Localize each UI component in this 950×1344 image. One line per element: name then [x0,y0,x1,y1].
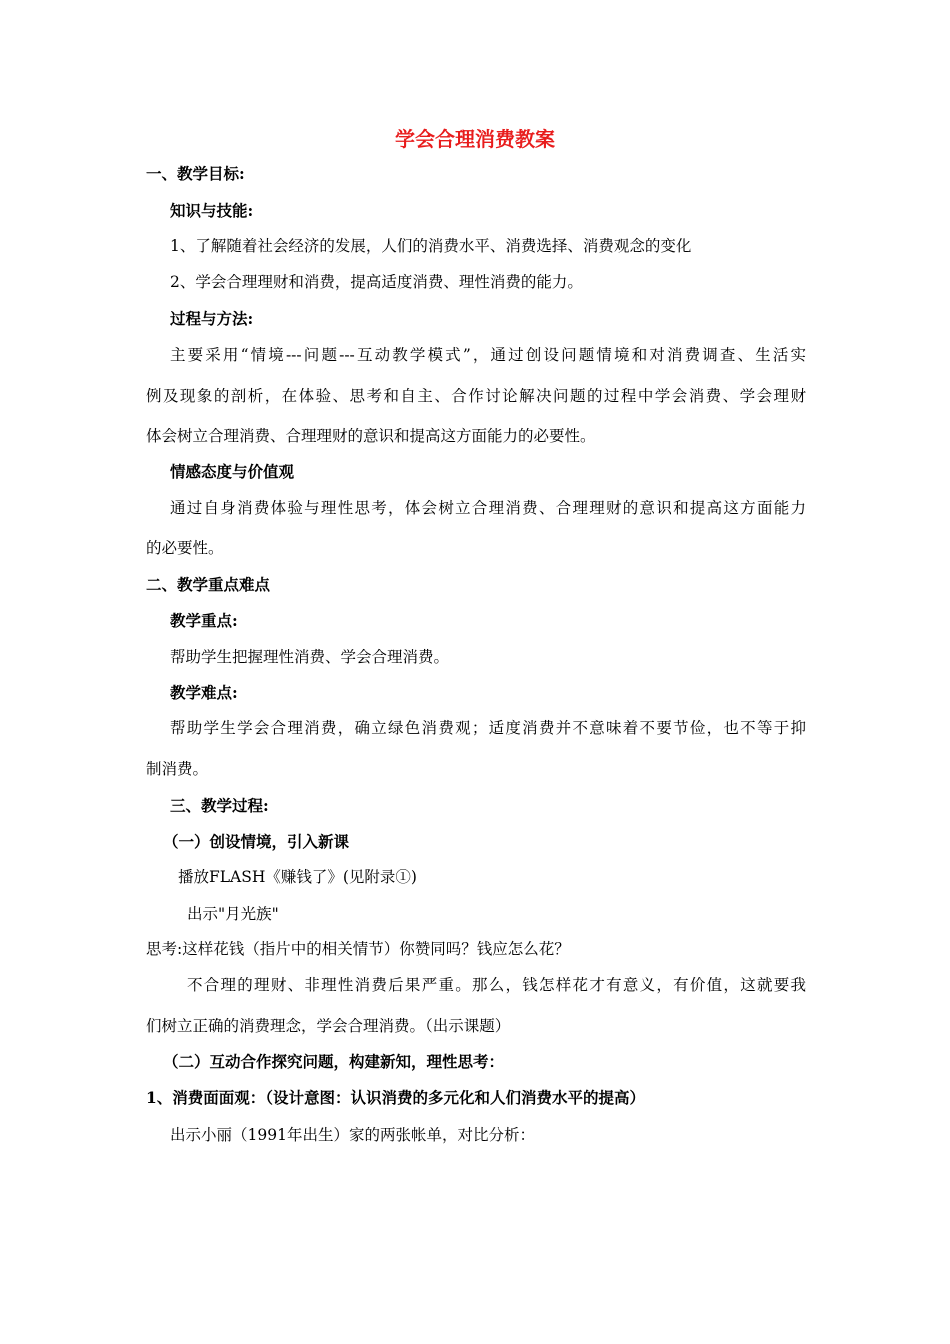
paragraph-knowledge-1: 1、了解随着社会经济的发展，人们的消费水平、消费选择、消费观念的变化 [170,237,692,255]
paragraph-unreasonable-line-2: 们树立正确的消费理念，学会合理消费。（出示课题） [146,1017,511,1035]
document-title: 学会合理消费教案 [395,127,555,151]
paragraph-process-line-3: 体会树立合理消费、合理理财的意识和提高这方面能力的必要性。 [146,427,596,445]
paragraph-emotion-line-2: 的必要性。 [146,539,224,557]
paragraph-focus: 帮助学生把握理性消费、学会合理消费。 [170,648,450,666]
paragraph-show-bills: 出示小丽（1991年出生）家的两张帐单，对比分析： [170,1126,535,1144]
subheading-step-2: （二）互动合作探究问题，构建新知，理性思考： [163,1052,505,1071]
subheading-difficulty: 教学难点: [170,683,238,702]
paragraph-unreasonable-line-1: 不合理的理财、非理性消费后果严重。那么，钱怎样花才有意义，有价值，这就要我 [187,976,806,994]
subheading-process: 过程与方法: [170,309,254,328]
section-heading-process: 三、教学过程: [170,796,269,815]
subheading-step-1: （一）创设情境，引入新课 [163,832,350,851]
subheading-item-1: 1、消费面面观：（设计意图：认识消费的多元化和人们消费水平的提高） [146,1088,646,1107]
paragraph-show-moonlight: 出示"月光族" [187,905,279,923]
paragraph-process-line-1: 主要采用“情境---问题---互动教学模式”，通过创设问题情境和对消费调查、生活实 [170,346,806,364]
subheading-knowledge: 知识与技能: [170,201,254,220]
section-heading-key-points: 二、教学重点难点 [146,575,271,594]
paragraph-difficulty-line-2: 制消费。 [146,760,209,778]
section-heading-objectives: 一、教学目标: [146,164,245,183]
paragraph-think: 思考:这样花钱（指片中的相关情节）你赞同吗？钱应怎么花？ [146,940,570,958]
paragraph-difficulty-line-1: 帮助学生学会合理消费，确立绿色消费观；适度消费并不意味着不要节俭，也不等于抑 [170,719,806,737]
paragraph-emotion-line-1: 通过自身消费体验与理性思考，体会树立合理消费、合理理财的意识和提高这方面能力 [170,499,806,517]
paragraph-knowledge-2: 2、学会合理理财和消费，提高适度消费、理性消费的能力。 [170,273,583,291]
subheading-focus: 教学重点: [170,611,238,630]
paragraph-play-flash: 播放FLASH《赚钱了》(见附录①) [178,868,417,886]
paragraph-process-line-2: 例及现象的剖析，在体验、思考和自主、合作讨论解决问题的过程中学会消费、学会理财 [146,387,806,405]
subheading-emotion: 情感态度与价值观 [170,462,295,481]
